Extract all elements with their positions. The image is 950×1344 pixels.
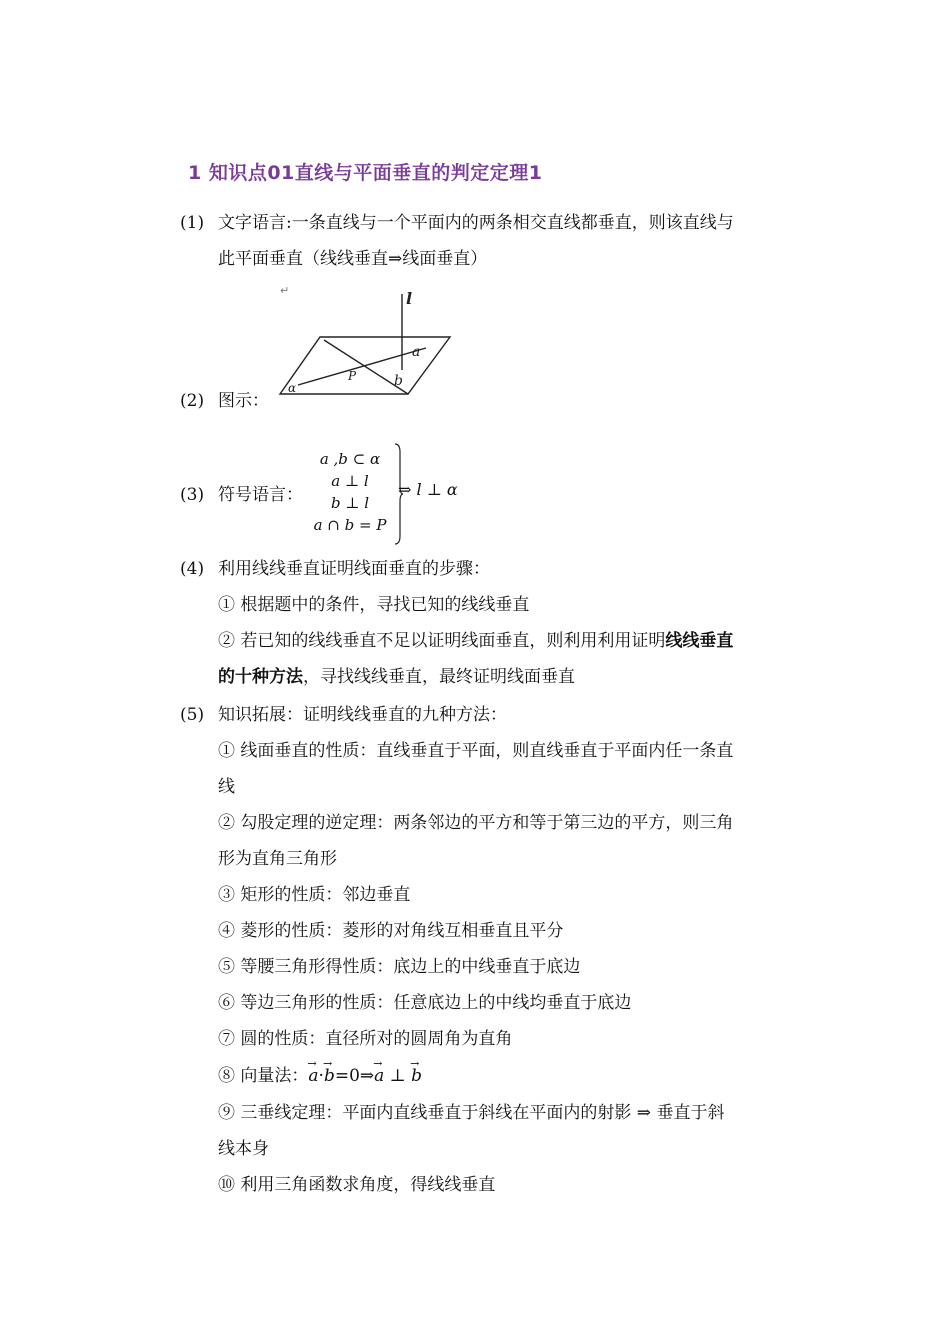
- method-8-mid: =0⇒: [334, 1066, 375, 1086]
- item-4-text: 利用线线垂直证明线面垂直的步骤：: [218, 559, 490, 579]
- vector-a: → a: [308, 1058, 318, 1094]
- method-5: ⑤ 等腰三角形得性质：底边上的中线垂直于底边: [218, 957, 581, 977]
- step-2: [218, 623, 818, 659]
- symbol-line-2: a ⊥ l: [331, 472, 369, 490]
- method-9-line-2: 线本身: [218, 1139, 269, 1159]
- method-7: ⑦ 圆的性质：直径所对的圆周角为直角: [218, 1029, 513, 1049]
- figure-return-mark: ↵: [280, 284, 290, 297]
- symbol-line-1: a ,b ⊂ α: [319, 450, 381, 468]
- method-6: ⑥ 等边三角形的性质：任意底边上的中线均垂直于底边: [218, 993, 632, 1013]
- method-2-line-1: ② 勾股定理的逆定理：两条邻边的平方和等于第三边的平方，则三角: [218, 813, 734, 833]
- method-4: ④ 菱形的性质：菱形的对角线互相垂直且平分: [218, 921, 564, 941]
- method-1-line-2: 线: [218, 777, 235, 797]
- step-2-cont: [218, 659, 818, 695]
- method-10: ⑩ 利用三角函数求角度，得线线垂直: [218, 1175, 496, 1195]
- label-p: P: [348, 369, 357, 383]
- vector-b: → b: [324, 1058, 335, 1094]
- symbol-expression: [310, 440, 490, 550]
- page-title: 1 知识点01直线与平面垂直的判定定理1: [188, 162, 543, 184]
- item-2-text: 图示：: [218, 391, 269, 411]
- item-3-text: 符号语言：: [218, 485, 303, 505]
- step-2-bold-2: 的十种方法: [218, 667, 303, 687]
- label-a: a: [412, 344, 421, 360]
- item-5-text: 知识拓展：证明线线垂直的九种方法：: [218, 705, 507, 725]
- dot-operator: ·: [318, 1066, 324, 1086]
- step-1: ① 根据题中的条件，寻找已知的线线垂直: [218, 595, 530, 615]
- item-2-number: (2): [180, 391, 205, 411]
- step-2-bold-1: 线线垂直: [665, 631, 734, 651]
- item-1-number: (1): [180, 213, 205, 233]
- symbol-line-3: b ⊥ l: [330, 494, 370, 512]
- method-8: [218, 1058, 818, 1094]
- item-5-number: (5): [180, 705, 205, 725]
- item-1-line-1: 文字语言:一条直线与一个平面内的两条相交直线都垂直，则该直线与: [218, 213, 734, 233]
- line-a: [298, 348, 426, 385]
- item-4-number: (4): [180, 559, 205, 579]
- method-2-line-2: 形为直角三角形: [218, 849, 337, 869]
- vector-a-2: → a: [374, 1058, 384, 1094]
- label-alpha: α: [288, 381, 297, 395]
- symbol-line-4: a ∩ b = P: [313, 516, 387, 534]
- method-9-line-1: ⑨ 三垂线定理：平面内直线垂直于斜线在平面内的射影 ⇒ 垂直于斜: [218, 1103, 725, 1123]
- method-3: ③ 矩形的性质：邻边垂直: [218, 885, 411, 905]
- step-2-post: ，寻找线线垂直，最终证明线面垂直: [303, 667, 575, 687]
- item-3-number: (3): [180, 485, 205, 505]
- method-1-line-1: ① 线面垂直的性质：直线垂直于平面，则直线垂直于平面内任一条直: [218, 741, 734, 761]
- label-b: b: [394, 373, 403, 389]
- perp-symbol: ⊥: [384, 1066, 412, 1086]
- method-8-label: ⑧ 向量法：: [218, 1066, 309, 1086]
- label-l: l: [406, 289, 413, 308]
- step-2-text: ② 若已知的线线垂直不足以证明线面垂直，则利用利用证明: [218, 631, 666, 651]
- vector-b-2: → b: [411, 1058, 422, 1094]
- symbol-result: ⇒ l ⊥ α: [398, 480, 458, 499]
- item-1-line-2: 此平面垂直（线线垂直⇒线面垂直）: [218, 249, 488, 269]
